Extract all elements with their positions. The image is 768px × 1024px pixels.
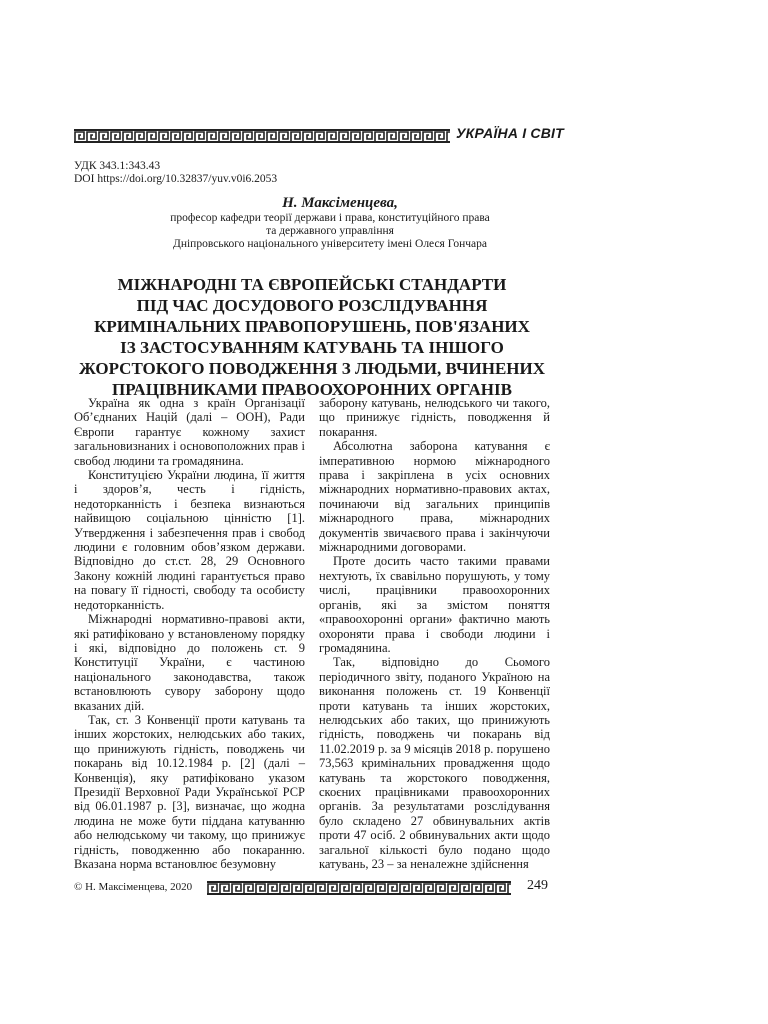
body-paragraph: Так, ст. 3 Конвенції проти катувань та інших жорстоких, нелюдських або таких, що принижують гідність, поводжень чи покарань від 10.12.1984 р. [2] (далі – Конвенція), яку ратифіковано указом Президії Верховної Ради Української РСР від 06.01.1987 р. [3], визначає, що жодна людина не може бути піддана катуванню або нелюдському чи такому, що принижує гідність, поводженню або покаранню. Вказана норма встановлює безумовну <box>74 712 305 871</box>
body-column-left <box>74 396 305 871</box>
body-paragraph-continuation: заборону катувань, нелюдського чи такого, що принижує гідність, поводження й покарання. <box>319 396 550 439</box>
title-line: ЖОРСТОКОГО ПОВОДЖЕННЯ З ЛЮДЬМИ, ВЧИНЕНИХ <box>78 359 546 378</box>
author-affiliation-line: та державного управління <box>266 225 394 237</box>
greek-key-ornament-icon <box>207 881 511 895</box>
body-column-right <box>319 396 550 871</box>
copyright-notice: © Н. Максіменцева, 2020 <box>74 881 193 893</box>
title-line: ПІД ЧАС ДОСУДОВОГО РОЗСЛІДУВАННЯ <box>136 296 488 315</box>
author-affiliation-line: Дніпровського національного університету імені Олеся Гончара <box>172 238 488 250</box>
title-line: ПРАЦІВНИКАМИ ПРАВООХОРОННИХ ОРГАНІВ <box>112 380 512 399</box>
page-number: 249 <box>527 878 548 893</box>
body-paragraph: Абсолютна заборона катування є імперативною нормою міжнародного права і закріплена в усіх основних міжнародних нормативно-правових актах, починаючи від загальних принципів міжнародного права, міжнародних документів звичаєвого права і закінчуючи міжнародними договорами. <box>319 439 550 555</box>
title-line: МІЖНАРОДНІ ТА ЄВРОПЕЙСЬКІ СТАНДАРТИ <box>117 275 507 294</box>
article-title <box>74 274 550 400</box>
title-line: ІЗ ЗАСТОСУВАННЯМ КАТУВАНЬ ТА ІНШОГО <box>120 338 504 357</box>
body-paragraph: Міжнародні нормативно-правові акти, які ратифіковано у встановленому порядку і які, відповідно до положень ст. 9 Конституції України, є частиною національного законодавства, також встановлюють сувору заборону щодо вказаних дій. <box>74 612 305 713</box>
body-paragraph: Так, відповідно до Сьомого періодичного звіту, поданого Україною на виконання положень ст. 19 Конвенції проти катувань та інших жорстоких, нелюдських або таких, що принижують гідність, поводжень чи покарань від 11.02.2019 р. за 9 місяців 2018 р. порушено 73,563 кримінальних провадження щодо катувань та жорстокого поводження, скоєних працівниками правоохоронних органів. За результатами розслідування було складено 27 обвинувальних актів проти 47 осіб. 2 обвинувальних акти щодо загальної кількості було подано щодо катувань, 23 – за неналежне здійснення <box>319 655 550 871</box>
section-title: УКРАЇНА І СВІТ <box>456 125 564 141</box>
udc-code: УДК 343.1:343.43 <box>74 160 161 172</box>
body-paragraph: Україна як одна з країн Організації Об’єднаних Націй (далі – ООН), Ради Європи гарантує кожному захист загальновизнаних і основоположних прав і свобод людини та громадянина. <box>74 396 305 468</box>
doi-link[interactable]: DOI https://doi.org/10.32837/yuv.v0i6.2053 <box>74 173 278 185</box>
greek-key-ornament-icon <box>74 129 450 143</box>
footer-ornament-band <box>207 881 511 895</box>
body-paragraph: Конституцією України людина, її життя і здоров’я, честь і гідність, недоторканність і безпека визнаються найвищою соціальною цінністю [1]. Утвердження і забезпечення прав і свобод людини є головним обов’язком держави. Відповідно до ст.ст. 28, 29 Основного Закону кожній людині гарантується право на повагу її гідності, свободу та особисту недоторканність. <box>74 468 305 612</box>
article-meta <box>74 160 277 186</box>
author-affiliation-line: професор кафедри теорії держави і права, конституційного права <box>170 212 490 224</box>
header-ornament-band <box>74 129 450 143</box>
author-name: Н. Максіменцева, <box>282 195 398 211</box>
author-block <box>120 195 540 251</box>
title-line: КРИМІНАЛЬНИХ ПРАВОПОРУШЕНЬ, ПОВ'ЯЗАНИХ <box>94 317 530 336</box>
body-paragraph: Проте досить часто такими правами нехтують, їх свавільно порушують, у тому числі, працівники правоохоронних органів, які за змістом поняття «правоохоронні органи» фактично мають охороняти права і свободи людини і громадянина. <box>319 554 550 655</box>
